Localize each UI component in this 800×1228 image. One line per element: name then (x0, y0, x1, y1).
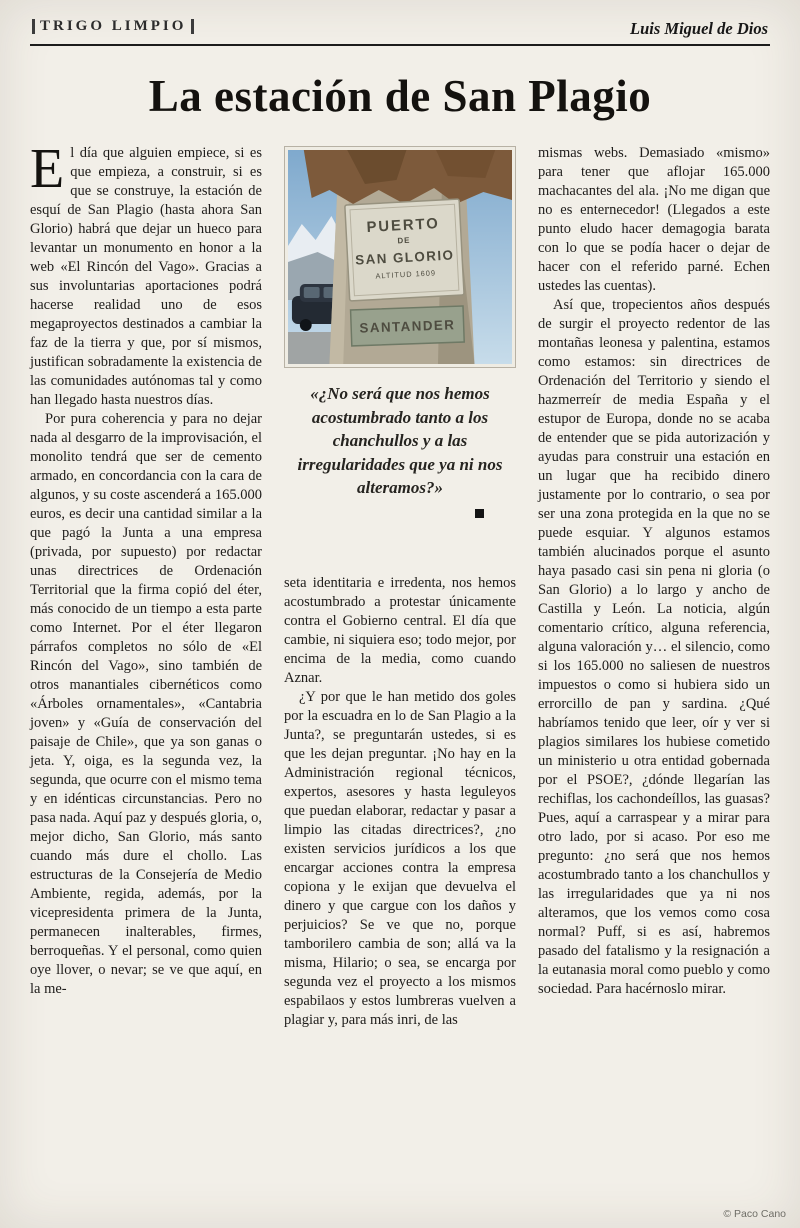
sign-line-puerto: PUERTO (366, 216, 441, 236)
paragraph-text: l día que alguien empiece, si es que empieza, a construir, si es que se construye, la estación de esquí de San Plagio (hasta ahora San Glorio) habrá que dejar un hueco para levantar un monumento en honor a la web «El Rincón del Vago». Gracias a sus involuntarias aportaciones podrá hacerse realidad uno de esos megaproyectos destinados a cambiar la faz de la tierra y que, por sí mismos, justifican sobradamente la existencia de las comunidades autónomas tal y como han llegado hasta nuestros días. (30, 145, 262, 408)
sign-line-san-glorio: SAN GLORIO (354, 247, 455, 268)
right-bar (191, 19, 194, 34)
sign-photo-illustration (288, 150, 512, 364)
dropcap-letter: E (30, 138, 65, 200)
photo-credit: © Paco Cano (723, 1208, 786, 1220)
paragraph: Así que, tropecientos años después de surgir el proyecto redentor de las montañas leonesa y palentina, estamos como estamos: sin directrices de Ordenación del Territorio y siendo el hazmerreír de media España y el estupor de Europa, donde no se acaba de entender que se pida autorización y ayudas para construir una estación en un lugar que ha recibido dinero justamente por lo contrario, o sea por ser una zona protegida en la que no se puede esquiar. Y algunos estamos también alucinados porque el asunto haya pasado casi sin pena ni gloria (o San Glorio) a lo largo y ancho de Castilla y León. La noticia, algún comentario crítico, alguna referencia, alguna valoración y… el silencio, como si los 165.000 no saliesen de nuestros impuestos o como si hubiera sido un errorcillo de pan y sardina. ¿Qué habríamos tenido que leer, oír y ver si plagios similares los hubiese cometido un ministerio u otra entidad gobernada por el PSOE?, ¿dónde llegarían las rechiflas, los cachondeíllos, las guasas? Pues, aquí a carraspear y a mirar para otro lado, por si acaso. Por eso me pregunto: ¿no será que nos hemos acostumbrado tanto a los chanchullos y las irregularidades que ya ni nos alteramos, que los vemos como cosa normal? Puff, si es así, habremos pasado del fatalismo y la resignación a la eutanasia moral como pueblo y como sociedad. Para hacérnoslo mirar. (538, 297, 770, 997)
paragraph: Por pura coherencia y para no dejar nada al desgarro de la improvisación, el monolito tendrá que ser de cemento armado, en concordancia con la cara de algunos, y su coste ascenderá a 165.000 euros, es decir una cantidad similar a la que pagó la Junta a una empresa (privada, por supuesto) por redactar unas directrices de Ordenación Territorial que la firma copió del éter, más conocido de un tiempo a esta parte como Internet. Por el éter llegaron párrafos completos no sólo de «El Rincón del Vago», sino también de otros manantiales cibernéticos como «Árboles ornamentales», «Cantabria joven» y «Guía de conservación del paisaje de Chile», que ya son ganas o jeta. Y, oiga, es la segunda vez, la segunda, que ocurre con el mismo tema y en idénticas circunstancias. Pero no pasa nada. Aquí paz y después gloria, o, mejor dicho, San Glorio, más santo cuando más dure el chollo. Las estructuras de la Consejería de Medio Ambiente, regida, además, por la vicepresidenta primera de la Junta, permanecen inalterables, firmes, berroqueñas. Y el personal, como quien oye llover, o nevar; se ve que aquí, en la me- (30, 411, 262, 997)
sign-line-de: DE (397, 235, 411, 246)
masthead (30, 16, 770, 44)
pull-quote-text: «¿No será que nos hemos acostumbrado tanto a los chanchullos y a las irregularidades que ya ni nos alteramos?» (297, 384, 503, 497)
sign-line-santander: SANTANDER (359, 317, 456, 336)
article-columns (30, 138, 770, 1030)
end-square-mark (475, 509, 484, 518)
paragraph: ¿Y por que le han metido dos goles por la escuadra en lo de San Plagio a la Junta?, se preguntarán ustedes, si es que les dejan preguntar. ¡No hay en la Administración regional técnicos, expertos, asesores y hasta leguleyos que puedan elaborar, redactar y pasar a limpio las citadas directrices?, ¿no existen servicios jurídicos a los que encargar acciones contra la empresa copiona y le exijan que devuelva el dinero y que cargue con los daños y perjuicios? Se ve que no, porque tamborilero cambia de son; allá va la misma, Hilario; o sea, se encarga por segunda vez el proyecto a los mismos espabilaos y estos lumbreras vuelven a plagiar y, para más inri, de las (284, 688, 516, 1028)
column-3 (538, 144, 770, 1030)
article-title: La estación de San Plagio (148, 71, 652, 121)
section-label (32, 18, 194, 35)
paragraph: mismas webs. Demasiado «mismo» para tener que aflojar 165.000 machacantes del ala. ¡No me digan que no es enternecedor! (Llegados a este punto eludo hacer demagogia barata con lo que se podía hacer o dejar de hacer con el referido parné. Echen ustedes las cuentas). (538, 145, 770, 294)
paragraph: seta identitaria e irredenta, nos hemos acostumbrado a protestar únicamente contra el Gobierno central. El día que cambie, ni siquiera eso; todo mejor, por encima de la media, como cuando Aznar. (284, 574, 516, 686)
sign-face (345, 199, 464, 301)
column-1 (30, 138, 262, 1030)
sign-photo (284, 146, 516, 368)
left-bar (32, 19, 35, 34)
section-title: TRIGO LIMPIO (40, 18, 187, 34)
sign-line-altitud: ALTITUD 1609 (375, 268, 437, 281)
column-2 (284, 144, 516, 1030)
paragraph (30, 138, 262, 410)
header-rule (30, 44, 770, 46)
pull-quote (284, 382, 516, 518)
author-byline: Luis Miguel de Dios (630, 19, 768, 38)
santander-plaque (351, 306, 465, 346)
